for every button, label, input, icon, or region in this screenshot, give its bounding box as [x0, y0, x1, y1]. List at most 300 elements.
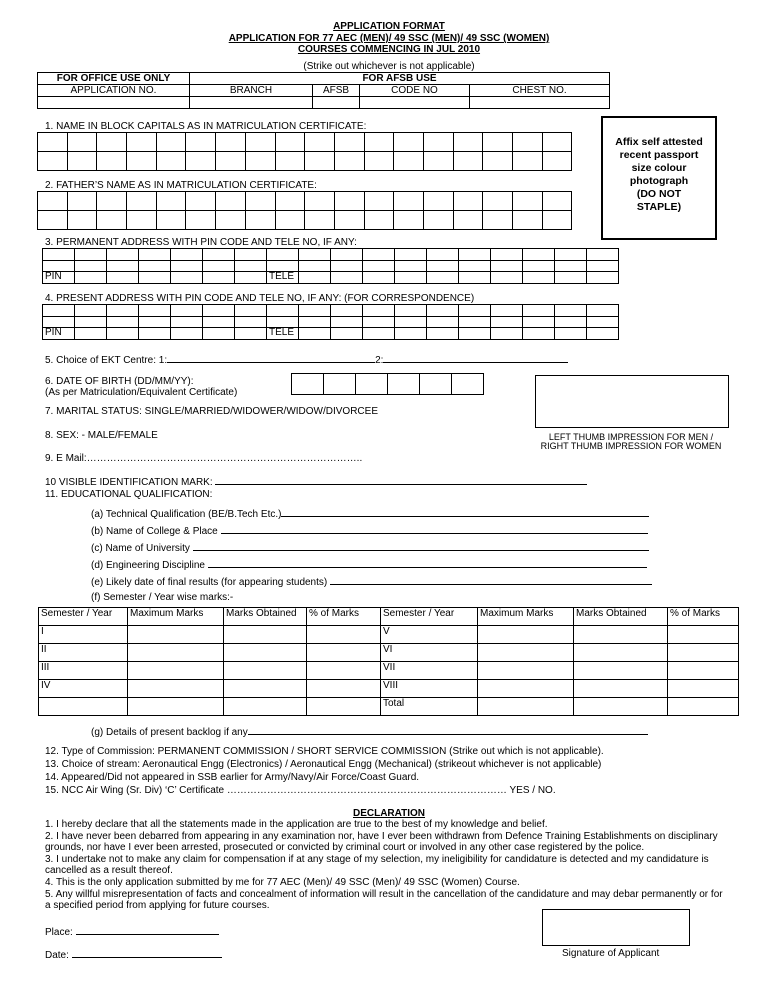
- q7-label: 7. MARITAL STATUS: SINGLE/MARRIED/WIDOWER/WIDOW/DIVORCEE: [45, 406, 378, 417]
- input-cell[interactable]: [491, 249, 523, 261]
- edu-d-line[interactable]: [208, 558, 647, 568]
- marks-cell[interactable]: [128, 626, 224, 644]
- marks-cell[interactable]: [224, 698, 307, 716]
- application-no-cell[interactable]: [38, 97, 190, 109]
- pin-label: PIN: [43, 272, 75, 284]
- input-cell[interactable]: [459, 317, 491, 329]
- edu-b-line[interactable]: [221, 524, 648, 534]
- input-cell[interactable]: [523, 317, 555, 329]
- q6-note: (As per Matriculation/Equivalent Certificate): [45, 387, 238, 398]
- input-cell[interactable]: [139, 272, 171, 284]
- date-line[interactable]: [72, 948, 222, 958]
- input-cell[interactable]: [491, 328, 523, 340]
- semester-cell: [39, 698, 128, 716]
- input-cell[interactable]: [365, 192, 395, 211]
- input-cell[interactable]: [454, 133, 484, 152]
- edu-a-line[interactable]: [281, 507, 649, 517]
- edu-g-line[interactable]: [248, 725, 648, 735]
- input-cell[interactable]: [75, 305, 107, 317]
- edu-f: (f) Semester / Year wise marks:-: [91, 592, 234, 603]
- edu-e-text: (e) Likely date of final results (for appearing students): [91, 577, 328, 588]
- input-cell[interactable]: [363, 261, 395, 273]
- afsb-use-label: FOR AFSB USE: [190, 73, 610, 85]
- input-cell[interactable]: [43, 249, 75, 261]
- input-cell[interactable]: [491, 317, 523, 329]
- input-cell[interactable]: [491, 305, 523, 317]
- application-no-header: APPLICATION NO.: [38, 85, 190, 97]
- thumb-note-1: LEFT THUMB IMPRESSION FOR MEN /: [548, 432, 714, 442]
- place-line[interactable]: [76, 925, 219, 935]
- input-cell[interactable]: [513, 211, 543, 230]
- input-cell[interactable]: [38, 211, 68, 230]
- input-cell[interactable]: [363, 249, 395, 261]
- input-cell[interactable]: [299, 328, 331, 340]
- input-cell[interactable]: [246, 211, 276, 230]
- input-cell[interactable]: [203, 305, 235, 317]
- input-cell[interactable]: [483, 192, 513, 211]
- input-cell[interactable]: [394, 211, 424, 230]
- input-cell[interactable]: [335, 211, 365, 230]
- signature-label: Signature of Applicant: [562, 948, 660, 959]
- input-cell[interactable]: [555, 249, 587, 261]
- input-cell[interactable]: [97, 211, 127, 230]
- input-cell[interactable]: [305, 211, 335, 230]
- input-cell[interactable]: [139, 249, 171, 261]
- input-cell[interactable]: [186, 192, 216, 211]
- input-cell[interactable]: [235, 305, 267, 317]
- input-cell[interactable]: [216, 211, 246, 230]
- input-cell[interactable]: [246, 133, 276, 152]
- input-cell[interactable]: [97, 192, 127, 211]
- input-cell[interactable]: [127, 133, 157, 152]
- q5-label: [45, 353, 568, 366]
- marks-cell[interactable]: [668, 680, 739, 698]
- input-cell[interactable]: [324, 374, 356, 395]
- marks-cell[interactable]: [668, 644, 739, 662]
- marks-cell[interactable]: [478, 644, 574, 662]
- input-cell[interactable]: [459, 261, 491, 273]
- table-row: [39, 662, 739, 680]
- input-cell[interactable]: [363, 305, 395, 317]
- input-cell[interactable]: [186, 211, 216, 230]
- input-cell[interactable]: [157, 192, 187, 211]
- input-cell[interactable]: [395, 328, 427, 340]
- marks-cell[interactable]: [224, 662, 307, 680]
- input-cell[interactable]: [424, 133, 454, 152]
- input-cell[interactable]: [299, 261, 331, 273]
- q6-label: 6. DATE OF BIRTH (DD/MM/YY):: [45, 376, 194, 387]
- signature-box[interactable]: [542, 909, 690, 946]
- input-cell[interactable]: [331, 305, 363, 317]
- input-cell[interactable]: [216, 152, 246, 171]
- input-cell[interactable]: [356, 374, 388, 395]
- header-percent-2: % of Marks: [668, 608, 739, 626]
- marks-cell[interactable]: [128, 662, 224, 680]
- thumb-impression-box[interactable]: [535, 375, 729, 428]
- input-cell[interactable]: [395, 272, 427, 284]
- input-cell[interactable]: [459, 328, 491, 340]
- marks-cell[interactable]: [574, 626, 668, 644]
- input-cell[interactable]: [395, 261, 427, 273]
- input-cell[interactable]: [331, 328, 363, 340]
- input-cell[interactable]: [38, 192, 68, 211]
- input-cell[interactable]: [97, 152, 127, 171]
- input-cell[interactable]: [299, 249, 331, 261]
- input-cell[interactable]: [523, 249, 555, 261]
- input-cell[interactable]: [543, 152, 573, 171]
- input-cell[interactable]: [75, 261, 107, 273]
- marks-cell[interactable]: [668, 698, 739, 716]
- input-cell[interactable]: [365, 211, 395, 230]
- identification-mark-line[interactable]: [215, 475, 587, 485]
- header-marks-obtained-2: Marks Obtained: [574, 608, 668, 626]
- marks-cell[interactable]: [574, 644, 668, 662]
- input-cell[interactable]: [276, 133, 306, 152]
- marks-cell[interactable]: [574, 698, 668, 716]
- input-cell[interactable]: [127, 192, 157, 211]
- input-cell[interactable]: [513, 152, 543, 171]
- declaration-5b: a specified period from applying for future courses.: [45, 900, 270, 911]
- branch-header: BRANCH: [190, 85, 313, 97]
- marks-cell[interactable]: [307, 680, 381, 698]
- input-cell[interactable]: [363, 317, 395, 329]
- input-cell[interactable]: [157, 152, 187, 171]
- input-cell[interactable]: [394, 152, 424, 171]
- input-cell[interactable]: [107, 328, 139, 340]
- edu-b: [91, 524, 648, 537]
- input-cell[interactable]: [394, 133, 424, 152]
- input-cell[interactable]: [523, 305, 555, 317]
- input-cell[interactable]: [523, 328, 555, 340]
- input-cell[interactable]: [68, 211, 98, 230]
- input-cell[interactable]: [331, 317, 363, 329]
- edu-g: [91, 725, 648, 738]
- input-cell[interactable]: [203, 317, 235, 329]
- input-cell[interactable]: [171, 317, 203, 329]
- input-cell[interactable]: [335, 133, 365, 152]
- date-field: [45, 948, 222, 961]
- input-cell[interactable]: [75, 249, 107, 261]
- marks-cell[interactable]: [668, 626, 739, 644]
- ekt-centre-2-line[interactable]: [383, 353, 568, 363]
- input-cell[interactable]: [43, 305, 75, 317]
- input-cell[interactable]: [107, 317, 139, 329]
- office-use-label: FOR OFFICE USE ONLY: [38, 73, 190, 85]
- input-cell[interactable]: [171, 328, 203, 340]
- branch-cell[interactable]: [190, 97, 313, 109]
- input-cell[interactable]: [107, 261, 139, 273]
- input-cell[interactable]: [394, 192, 424, 211]
- marks-cell[interactable]: [128, 698, 224, 716]
- input-cell[interactable]: [427, 317, 459, 329]
- input-cell[interactable]: [543, 133, 573, 152]
- input-cell[interactable]: [276, 152, 306, 171]
- marks-cell[interactable]: [478, 626, 574, 644]
- input-cell[interactable]: [555, 317, 587, 329]
- input-cell[interactable]: [299, 305, 331, 317]
- marks-cell[interactable]: [668, 662, 739, 680]
- father-name-grid[interactable]: [37, 191, 572, 230]
- afsb-cell[interactable]: [313, 97, 360, 109]
- input-cell[interactable]: [139, 328, 171, 340]
- place-label: Place:: [45, 927, 73, 938]
- q3-label: 3. PERMANENT ADDRESS WITH PIN CODE AND TELE NO, IF ANY:: [45, 237, 357, 248]
- input-cell[interactable]: [203, 261, 235, 273]
- photo-line-5: (DO NOT: [636, 188, 682, 200]
- input-cell[interactable]: [395, 317, 427, 329]
- marks-cell[interactable]: [307, 698, 381, 716]
- marks-cell[interactable]: [574, 662, 668, 680]
- input-cell[interactable]: [305, 133, 335, 152]
- input-cell[interactable]: [171, 261, 203, 273]
- input-cell[interactable]: [235, 317, 267, 329]
- header-marks-obtained-1: Marks Obtained: [224, 608, 307, 626]
- input-cell[interactable]: [513, 192, 543, 211]
- input-cell[interactable]: [363, 272, 395, 284]
- table-row: [39, 698, 739, 716]
- edu-c: [91, 541, 649, 554]
- input-cell[interactable]: [483, 133, 513, 152]
- marks-cell[interactable]: [307, 662, 381, 680]
- input-cell[interactable]: [452, 374, 484, 395]
- input-cell[interactable]: [68, 133, 98, 152]
- photo-line-4: photograph: [629, 175, 689, 187]
- edu-c-line[interactable]: [193, 541, 649, 551]
- input-cell[interactable]: [587, 317, 619, 329]
- edu-c-text: (c) Name of University: [91, 543, 190, 554]
- input-cell[interactable]: [246, 192, 276, 211]
- input-cell[interactable]: [203, 249, 235, 261]
- q10-label: [45, 475, 587, 488]
- q5-text-2: 2:: [375, 355, 384, 366]
- marks-cell[interactable]: [307, 626, 381, 644]
- input-cell[interactable]: [38, 152, 68, 171]
- input-cell[interactable]: [395, 305, 427, 317]
- photo-line-6: STAPLE): [636, 201, 682, 213]
- input-cell[interactable]: [365, 133, 395, 152]
- input-cell[interactable]: [335, 192, 365, 211]
- q8-label: 8. SEX: - MALE/FEMALE: [45, 430, 158, 441]
- marks-cell[interactable]: [128, 644, 224, 662]
- edu-b-text: (b) Name of College & Place: [91, 526, 218, 537]
- chest-no-header: CHEST NO.: [470, 85, 610, 97]
- input-cell[interactable]: [335, 152, 365, 171]
- input-cell[interactable]: [587, 261, 619, 273]
- input-cell[interactable]: [299, 317, 331, 329]
- q11-label: 11. EDUCATIONAL QUALIFICATION:: [45, 489, 213, 500]
- input-cell[interactable]: [555, 272, 587, 284]
- input-cell[interactable]: [491, 272, 523, 284]
- photo-line-1: Affix self attested: [615, 136, 703, 148]
- input-cell[interactable]: [216, 133, 246, 152]
- input-cell[interactable]: [459, 249, 491, 261]
- input-cell[interactable]: [555, 305, 587, 317]
- input-cell[interactable]: [97, 133, 127, 152]
- input-cell[interactable]: [139, 317, 171, 329]
- photo-line-2: recent passport: [619, 149, 699, 161]
- input-cell[interactable]: [331, 249, 363, 261]
- q1-label: 1. NAME IN BLOCK CAPITALS AS IN MATRICULATION CERTIFICATE:: [45, 121, 367, 132]
- input-cell[interactable]: [186, 133, 216, 152]
- input-cell[interactable]: [276, 192, 306, 211]
- input-cell[interactable]: [235, 272, 267, 284]
- input-cell[interactable]: [235, 249, 267, 261]
- place-field: [45, 925, 219, 938]
- header-max-marks-1: Maximum Marks: [128, 608, 224, 626]
- input-cell[interactable]: [427, 305, 459, 317]
- semester-cell: V: [381, 626, 478, 644]
- present-address-grid[interactable]: [42, 304, 619, 340]
- marks-cell[interactable]: [224, 644, 307, 662]
- input-cell[interactable]: [587, 328, 619, 340]
- input-cell[interactable]: [365, 152, 395, 171]
- q4-label: 4. PRESENT ADDRESS WITH PIN CODE AND TELE NO, IF ANY: (FOR CORRESPONDENCE): [45, 293, 475, 304]
- input-cell[interactable]: [454, 152, 484, 171]
- input-cell[interactable]: [276, 211, 306, 230]
- q12-label: 12. Type of Commission: PERMANENT COMMISSION / SHORT SERVICE COMMISSION (Strike out which is not applicable).: [45, 746, 604, 757]
- input-cell[interactable]: [587, 272, 619, 284]
- input-cell[interactable]: [363, 328, 395, 340]
- q9-label: 9. E Mail:………………………………………………………………………..: [45, 453, 363, 464]
- input-cell[interactable]: [587, 305, 619, 317]
- declaration-2b: grounds, nor have I ever been arrested, prosecuted or convicted by criminal court or involved in any other case registered by the police.: [45, 842, 645, 853]
- input-cell[interactable]: [127, 211, 157, 230]
- pin-label: PIN: [43, 328, 75, 340]
- input-cell[interactable]: [420, 374, 452, 395]
- declaration-3b: cancelled as a result thereof.: [45, 865, 173, 876]
- semester-cell: VIII: [381, 680, 478, 698]
- input-cell[interactable]: [543, 211, 573, 230]
- declaration-title: DECLARATION: [352, 808, 426, 819]
- dob-grid[interactable]: [291, 373, 484, 395]
- marks-cell[interactable]: [478, 698, 574, 716]
- input-cell[interactable]: [292, 374, 324, 395]
- marks-cell[interactable]: [224, 626, 307, 644]
- table-row: [39, 680, 739, 698]
- input-cell[interactable]: [246, 152, 276, 171]
- input-cell[interactable]: [216, 192, 246, 211]
- input-cell[interactable]: [75, 328, 107, 340]
- input-cell[interactable]: [139, 261, 171, 273]
- input-cell[interactable]: [299, 272, 331, 284]
- declaration-2a: 2. I have never been debarred from appearing in any examination nor, have I ever been withdrawn from Defence Training Establishments on disciplinary: [45, 831, 718, 842]
- tele-label: TELE: [267, 272, 299, 284]
- input-cell[interactable]: [267, 305, 299, 317]
- input-cell[interactable]: [427, 261, 459, 273]
- input-cell[interactable]: [171, 272, 203, 284]
- input-cell[interactable]: [427, 272, 459, 284]
- input-cell[interactable]: [587, 249, 619, 261]
- input-cell[interactable]: [454, 192, 484, 211]
- semester-cell: VI: [381, 644, 478, 662]
- input-cell[interactable]: [305, 192, 335, 211]
- photo-line-3: size colour: [631, 162, 687, 174]
- photo-box[interactable]: [601, 116, 717, 240]
- marks-cell[interactable]: [478, 680, 574, 698]
- input-cell[interactable]: [235, 328, 267, 340]
- ekt-centre-1-line[interactable]: [167, 353, 375, 363]
- edu-e-line[interactable]: [330, 575, 652, 585]
- input-cell[interactable]: [203, 328, 235, 340]
- q13-label: 13. Choice of stream: Aeronautical Engg (Electronics) / Aeronautical Engg (Mechanical) (strikeout whichever is not applicable): [45, 759, 602, 770]
- input-cell[interactable]: [157, 211, 187, 230]
- input-cell[interactable]: [483, 211, 513, 230]
- semester-cell: Total: [381, 698, 478, 716]
- input-cell[interactable]: [454, 211, 484, 230]
- input-cell[interactable]: [186, 152, 216, 171]
- input-cell[interactable]: [543, 192, 573, 211]
- input-cell[interactable]: [107, 249, 139, 261]
- marks-cell[interactable]: [307, 644, 381, 662]
- input-cell[interactable]: [459, 305, 491, 317]
- input-cell[interactable]: [267, 249, 299, 261]
- input-cell[interactable]: [68, 192, 98, 211]
- marks-table: [38, 607, 739, 716]
- q15-label: 15. NCC Air Wing (Sr. Div) ‘C’ Certificate ………………………………………………………………………… YES / NO.: [45, 785, 556, 796]
- input-cell[interactable]: [75, 272, 107, 284]
- input-cell[interactable]: [427, 328, 459, 340]
- permanent-address-grid[interactable]: [42, 248, 619, 284]
- input-cell[interactable]: [523, 261, 555, 273]
- input-cell[interactable]: [331, 272, 363, 284]
- input-cell[interactable]: [555, 328, 587, 340]
- input-cell[interactable]: [68, 152, 98, 171]
- input-cell[interactable]: [107, 272, 139, 284]
- input-cell[interactable]: [424, 152, 454, 171]
- marks-cell[interactable]: [224, 680, 307, 698]
- input-cell[interactable]: [107, 305, 139, 317]
- code-no-cell[interactable]: [360, 97, 470, 109]
- input-cell[interactable]: [235, 261, 267, 273]
- header-semester-2: Semester / Year: [381, 608, 478, 626]
- input-cell[interactable]: [424, 211, 454, 230]
- input-cell[interactable]: [305, 152, 335, 171]
- marks-cell[interactable]: [478, 662, 574, 680]
- edu-g-text: (g) Details of present backlog if any: [91, 727, 248, 738]
- input-cell[interactable]: [388, 374, 420, 395]
- name-grid[interactable]: [37, 132, 572, 171]
- input-cell[interactable]: [331, 261, 363, 273]
- code-no-header: CODE NO: [360, 85, 470, 97]
- marks-cell[interactable]: [128, 680, 224, 698]
- input-cell[interactable]: [427, 249, 459, 261]
- chest-no-cell[interactable]: [470, 97, 610, 109]
- date-label: Date:: [45, 950, 69, 961]
- input-cell[interactable]: [127, 152, 157, 171]
- input-cell[interactable]: [171, 305, 203, 317]
- input-cell[interactable]: [171, 249, 203, 261]
- input-cell[interactable]: [555, 261, 587, 273]
- input-cell[interactable]: [483, 152, 513, 171]
- input-cell[interactable]: [38, 133, 68, 152]
- input-cell[interactable]: [157, 133, 187, 152]
- input-cell[interactable]: [424, 192, 454, 211]
- input-cell[interactable]: [395, 249, 427, 261]
- input-cell[interactable]: [139, 305, 171, 317]
- office-use-table: [37, 72, 610, 109]
- input-cell[interactable]: [459, 272, 491, 284]
- input-cell[interactable]: [203, 272, 235, 284]
- input-cell[interactable]: [75, 317, 107, 329]
- q5-text: 5. Choice of EKT Centre: 1:: [45, 355, 168, 366]
- input-cell[interactable]: [513, 133, 543, 152]
- declaration-4: 4. This is the only application submitted by me for 77 AEC (Men)/ 49 SSC (Men)/ 49 SSC (Women) Course.: [45, 877, 520, 888]
- header-percent-1: % of Marks: [307, 608, 381, 626]
- marks-cell[interactable]: [574, 680, 668, 698]
- table-row: [39, 626, 739, 644]
- input-cell[interactable]: [491, 261, 523, 273]
- input-cell[interactable]: [523, 272, 555, 284]
